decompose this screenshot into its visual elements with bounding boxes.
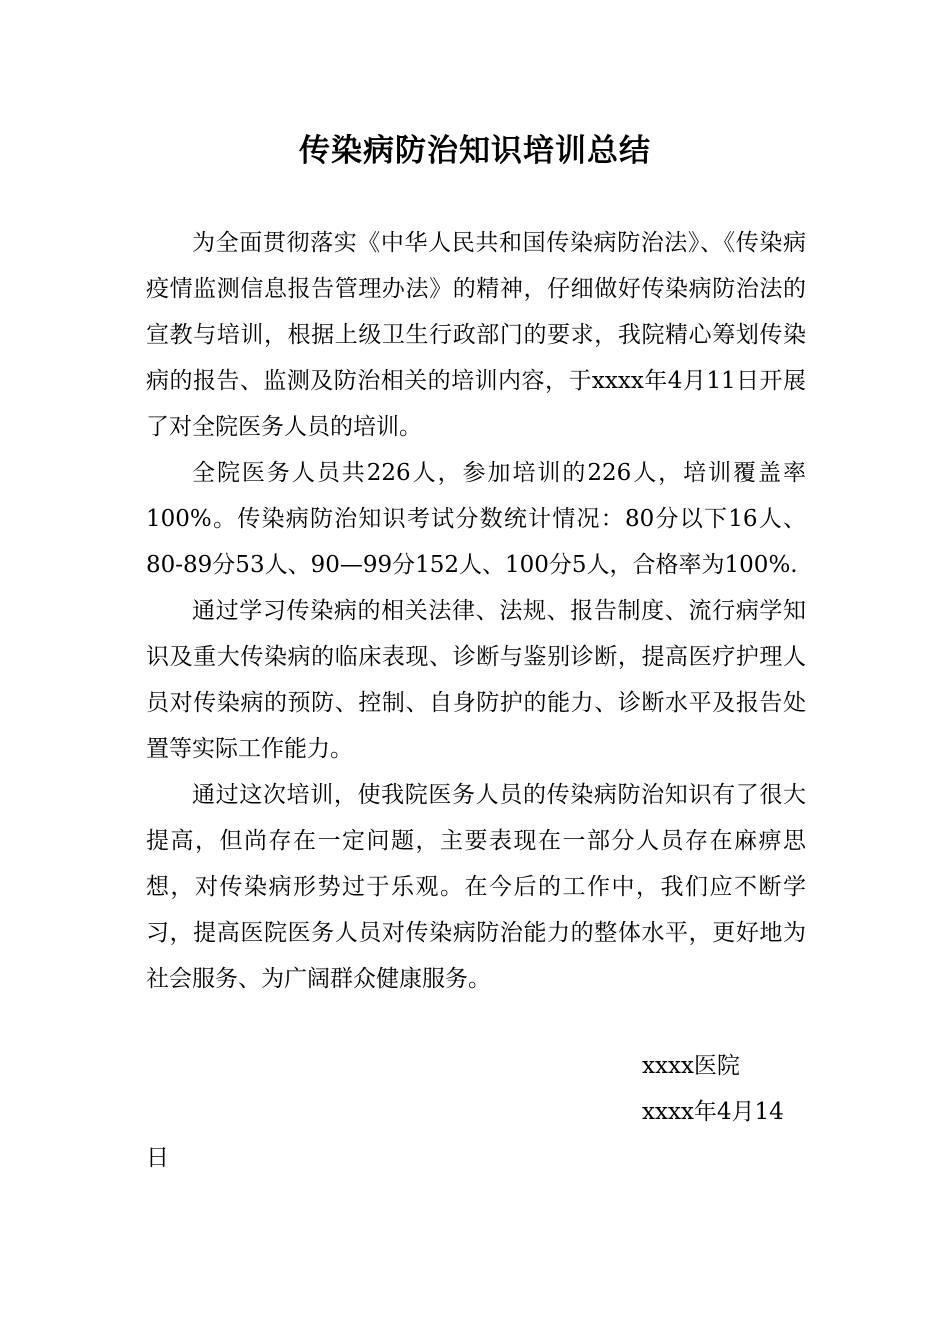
paragraph-conclusion: 通过这次培训，使我院医务人员的传染病防治知识有了很大提高，但尚存在一定问题，主要表现在一部分人员存在麻痹思想，对传染病形势过于乐观。在今后的工作中，我们应不断学习，提高医院医务人员对传染病防治能力的整体水平，更好地为社会服务、为广阔群众健康服务。 — [146, 782, 806, 992]
signature-date-line: xxxx年4月14 — [642, 1099, 784, 1125]
document-title: 传染病防治知识培训总结 — [299, 133, 651, 169]
signature-organization: xxxx医院 — [642, 1053, 740, 1079]
document-body — [146, 220, 806, 1002]
paragraph-training-content: 通过学习传染病的相关法律、法规、报告制度、流行病学知识及重大传染病的临床表现、诊断与鉴别诊断，提高医疗护理人员对传染病的预防、控制、自身防护的能力、诊断水平及报告处置等实际工作能力。 — [146, 598, 806, 762]
paragraph-intro: 为全面贯彻落实《中华人民共和国传染病防治法》、《传染病疫情监测信息报告管理办法》的精神，仔细做好传染病防治法的宣教与培训，根据上级卫生行政部门的要求，我院精心筹划传染病的报告、监测及防治相关的培训内容，于xxxx年4月11日开展了对全院医务人员的培训。 — [146, 230, 806, 440]
signature-date — [146, 1089, 806, 1181]
paragraph-statistics: 全院医务人员共226人，参加培训的226人，培训覆盖率100%。传染病防治知识考试分数统计情况：80分以下16人、80-89分53人、90—99分152人、100分5人，合格率为100%. — [146, 460, 806, 578]
signature-date-wrap: 日 — [146, 1145, 169, 1171]
